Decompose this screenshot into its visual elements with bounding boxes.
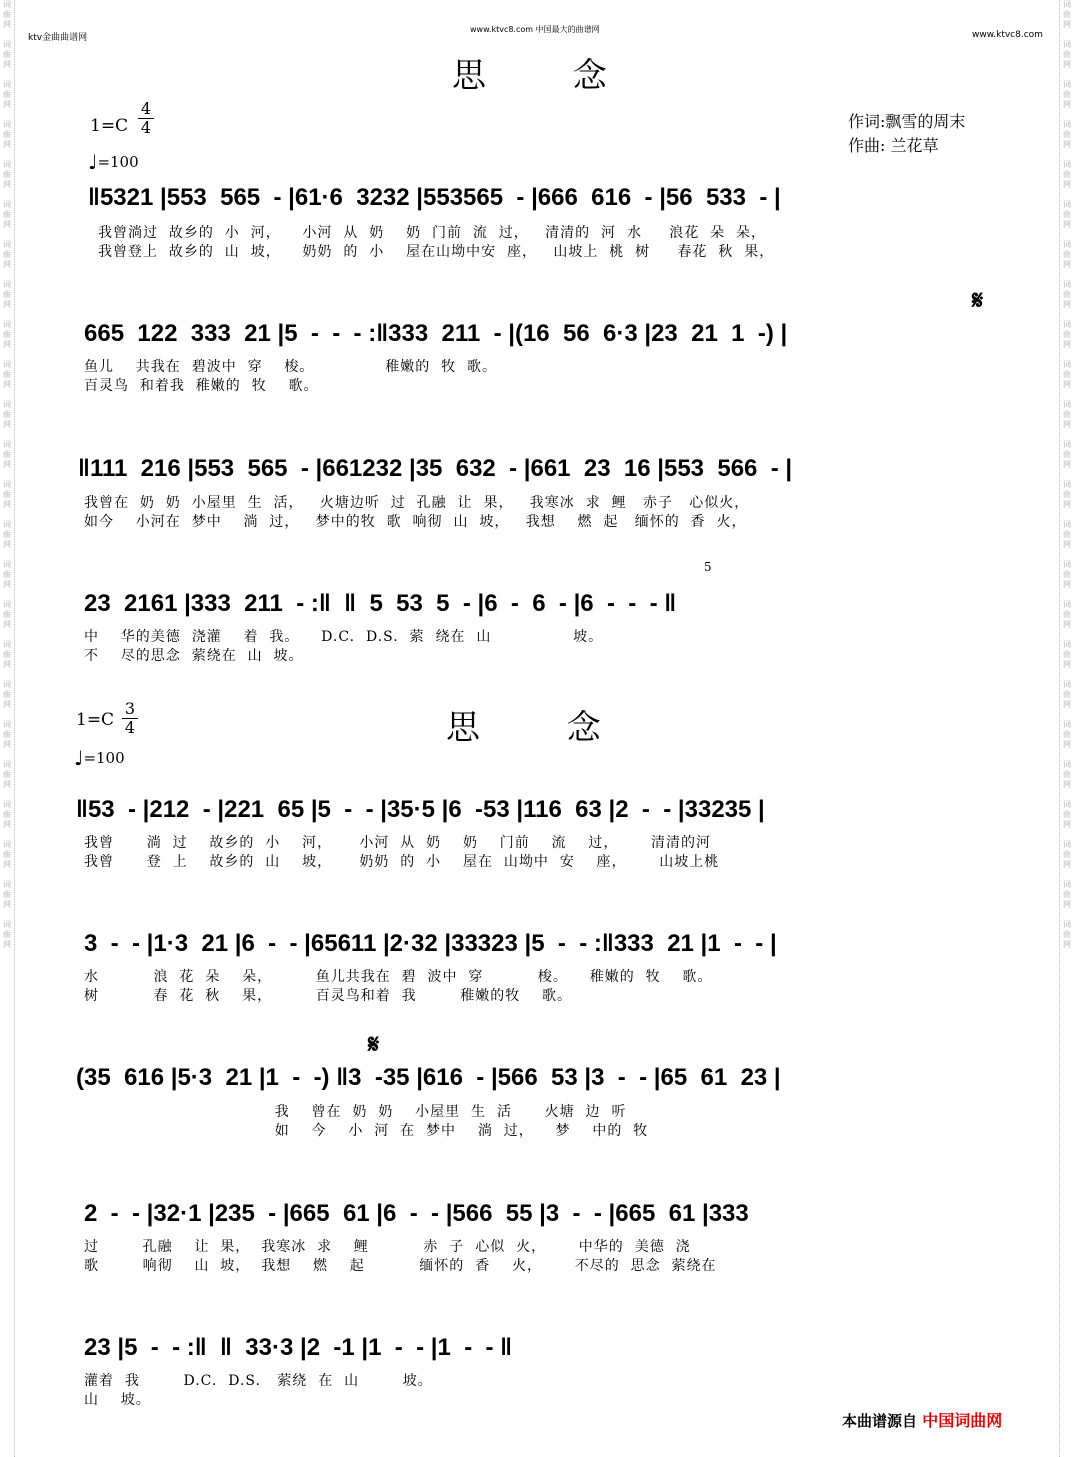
score2-row3-lyric1: 我 曾在 奶 奶 小屋里 生 活 火塘 边 听	[84, 1104, 627, 1120]
watermark-glyph: 词 曲 网	[1063, 760, 1071, 789]
right-watermark-strip	[1059, 0, 1074, 1457]
score1-key: 1=C	[90, 116, 129, 136]
score2-row1-lyric1: 我曾 淌 过 故乡的 小 河， 小河 从 奶 奶 门前 流 过， 清清的河	[84, 835, 712, 851]
segno-icon: 𝄋	[972, 286, 984, 316]
score1-row1-lyric1: 我曾淌过 故乡的 小 河， 小河 从 奶 奶 门前 流 过， 清清的 河 水 浪花 朵 朵，	[98, 225, 767, 241]
watermark-glyph: 词 曲 网	[3, 720, 11, 749]
watermark-glyph: 词 曲 网	[3, 840, 11, 869]
score1-volta-mark: 5	[704, 560, 712, 574]
score2-row4-notes: 2 - - |32·1 |235 - |665 61 |6 - - |566 55 |3 - - |665 61 |333	[84, 1200, 749, 1227]
score1-row3-lyric2: 如今 小河在 梦中 淌 过， 梦中的牧 歌 响彻 山 坡， 我想 燃 起 缅怀的 香 火，	[84, 514, 747, 530]
score1-time-signature: 4 4	[138, 100, 154, 137]
score2-row5-notes: 23 |5 - - :‖ ‖ 33·3 |2 -1 |1 - - |1 - - ‖	[84, 1334, 513, 1361]
score2-row5-lyric1: 灌着 我 D.C. D.S. 萦绕 在 山 坡。	[84, 1373, 433, 1389]
watermark-glyph: 词 曲 网	[3, 640, 11, 669]
score1-row2-lyric2: 百灵鸟 和着我 稚嫩的 牧 歌。	[84, 378, 319, 394]
watermark-glyph: 词 曲 网	[1063, 600, 1071, 629]
score1-row3-notes: ‖111 216 |553 565 - |661232 |35 632 - |661 23 16 |553 566 - |	[78, 455, 793, 482]
score2-row4-lyric1: 过 孔融 让 果， 我寒冰 求 鲤 赤 子 心似 火， 中华的 美德 浇	[84, 1239, 691, 1255]
score1-row3-lyric1: 我曾在 奶 奶 小屋里 生 活， 火塘边听 过 孔融 让 果， 我寒冰 求 鲤 赤子 心似火，	[84, 495, 750, 511]
watermark-glyph: 词 曲 网	[1063, 920, 1071, 949]
watermark-glyph: 词 曲 网	[1063, 880, 1071, 909]
score2-row5-lyric2: 山 坡。	[84, 1392, 151, 1408]
score2-row1-lyric2: 我曾 登 上 故乡的 山 坡， 奶奶 的 小 屋在 山坳中 安 座， 山坡上桃	[84, 854, 720, 870]
watermark-glyph: 词 曲 网	[1063, 280, 1071, 309]
watermark-glyph: 词 曲 网	[3, 160, 11, 189]
watermark-glyph: 词 曲 网	[3, 800, 11, 829]
score2-row3-notes: (35 616 |5·3 21 |1 - -) ‖3 -35 |616 - |566 53 |3 - - |65 61 23 |	[76, 1064, 781, 1091]
score2-row2-lyric1: 水 浪 花 朵 朵， 鱼儿共我在 碧 波中 穿 梭。 稚嫩的 牧 歌。	[84, 969, 713, 985]
segno-icon-2: 𝄋	[368, 1030, 380, 1060]
score2-row2-lyric2: 树 春 花 秋 果， 百灵鸟和着 我 稚嫩的牧 歌。	[84, 988, 573, 1004]
watermark-glyph: 词 曲 网	[3, 920, 11, 949]
watermark-glyph: 词 曲 网	[3, 0, 11, 29]
header-left-site: ktv金曲曲谱网	[28, 33, 88, 43]
score2-time-signature: 3 4	[122, 700, 138, 737]
score1-tempo: ♩=100	[88, 150, 139, 174]
watermark-glyph: 词 曲 网	[1063, 800, 1071, 829]
watermark-glyph: 词 曲 网	[3, 400, 11, 429]
quarter-note-icon: ♩	[88, 150, 98, 174]
score1-title: 思 念	[452, 56, 645, 96]
watermark-glyph: 词 曲 网	[3, 240, 11, 269]
score2-row3-lyric2: 如 今 小 河 在 梦中 淌 过， 梦 中的 牧	[84, 1123, 649, 1139]
watermark-glyph: 词 曲 网	[1063, 40, 1071, 69]
score2-title: 思 念	[446, 708, 639, 748]
watermark-glyph: 词 曲 网	[1063, 80, 1071, 109]
watermark-glyph: 词 曲 网	[1063, 640, 1071, 669]
watermark-glyph: 词 曲 网	[3, 440, 11, 469]
watermark-glyph: 词 曲 网	[1063, 840, 1071, 869]
footer-source	[842, 1408, 1002, 1431]
watermark-glyph: 词 曲 网	[3, 560, 11, 589]
watermark-glyph: 词 曲 网	[1063, 200, 1071, 229]
score2-row2-notes: 3 - - |1·3 21 |6 - - |65611 |2·32 |33323 |5 - - :‖333 21 |1 - - |	[84, 930, 777, 957]
watermark-glyph: 词 曲 网	[3, 40, 11, 69]
watermark-glyph: 词 曲 网	[1063, 240, 1071, 269]
watermark-glyph: 词 曲 网	[1063, 520, 1071, 549]
header-right-site: www.ktvc8.com	[972, 30, 1043, 40]
watermark-glyph: 词 曲 网	[3, 760, 11, 789]
score1-row4-lyric2: 不 尽的思念 萦绕在 山 坡。	[84, 648, 304, 664]
score1-row1-lyric2: 我曾登上 故乡的 山 坡， 奶奶 的 小 屋在山坳中安 座， 山坡上 桃 树 春花 秋 果，	[98, 244, 775, 260]
watermark-glyph: 词 曲 网	[1063, 160, 1071, 189]
watermark-glyph: 词 曲 网	[3, 680, 11, 709]
watermark-glyph: 词 曲 网	[1063, 680, 1071, 709]
watermark-glyph: 词 曲 网	[1063, 400, 1071, 429]
lyricist: 作词:飘雪的周末	[848, 112, 966, 131]
footer-source-label: 本曲谱源自	[842, 1412, 918, 1430]
score1-row2-lyric1: 鱼儿 共我在 碧波中 穿 梭。 稚嫩的 牧 歌。	[84, 359, 498, 375]
watermark-glyph: 词 曲 网	[1063, 360, 1071, 389]
quarter-note-icon: ♩	[74, 746, 84, 770]
score2-tempo: ♩=100	[74, 746, 125, 770]
watermark-glyph: 词 曲 网	[1063, 0, 1071, 29]
watermark-glyph: 词 曲 网	[3, 80, 11, 109]
watermark-glyph: 词 曲 网	[3, 360, 11, 389]
left-watermark-strip	[0, 0, 15, 1457]
watermark-glyph: 词 曲 网	[1063, 320, 1071, 349]
watermark-glyph: 词 曲 网	[1063, 440, 1071, 469]
score2-key: 1=C	[76, 710, 115, 730]
watermark-glyph: 词 曲 网	[3, 600, 11, 629]
watermark-glyph: 词 曲 网	[3, 320, 11, 349]
watermark-glyph: 词 曲 网	[3, 200, 11, 229]
score1-row4-lyric1: 中 华的美德 浇灌 着 我。 D.C. D.S. 萦 绕在 山 坡。	[84, 629, 604, 645]
score1-row2-notes: 665 122 333 21 |5 - - - :‖333 211 - |(16 56 6·3 |23 21 1 -) |	[84, 320, 788, 347]
watermark-glyph: 词 曲 网	[1063, 120, 1071, 149]
score2-row1-notes: ‖53 - |212 - |221 65 |5 - - |35·5 |6 -53 |116 63 |2 - - |33235 |	[76, 796, 765, 823]
watermark-glyph: 词 曲 网	[3, 480, 11, 509]
footer-source-brand[interactable]: 中国词曲网	[922, 1411, 1003, 1430]
watermark-glyph: 词 曲 网	[1063, 720, 1071, 749]
watermark-glyph: 词 曲 网	[1063, 560, 1071, 589]
score1-row1-notes: ‖5321 |553 565 - |61·6 3232 |553565 - |666 616 - |56 533 - |	[88, 184, 781, 211]
composer: 作曲: 兰花草	[848, 136, 939, 155]
score2-row4-lyric2: 歌 响彻 山 坡， 我想 燃 起 缅怀的 香 火， 不尽的 思念 萦绕在	[84, 1258, 717, 1274]
watermark-glyph: 词 曲 网	[3, 280, 11, 309]
header-center-site: www.ktvc8.com 中国最大的曲谱网	[470, 25, 600, 34]
score1-credits	[848, 110, 965, 158]
score1-row4-notes: 23 2161 |333 211 - :‖ ‖ 5 53 5 - |6 - 6 - |6 - - - ‖	[84, 590, 677, 617]
watermark-glyph: 词 曲 网	[3, 120, 11, 149]
watermark-glyph: 词 曲 网	[3, 880, 11, 909]
watermark-glyph: 词 曲 网	[1063, 480, 1071, 509]
watermark-glyph: 词 曲 网	[3, 520, 11, 549]
